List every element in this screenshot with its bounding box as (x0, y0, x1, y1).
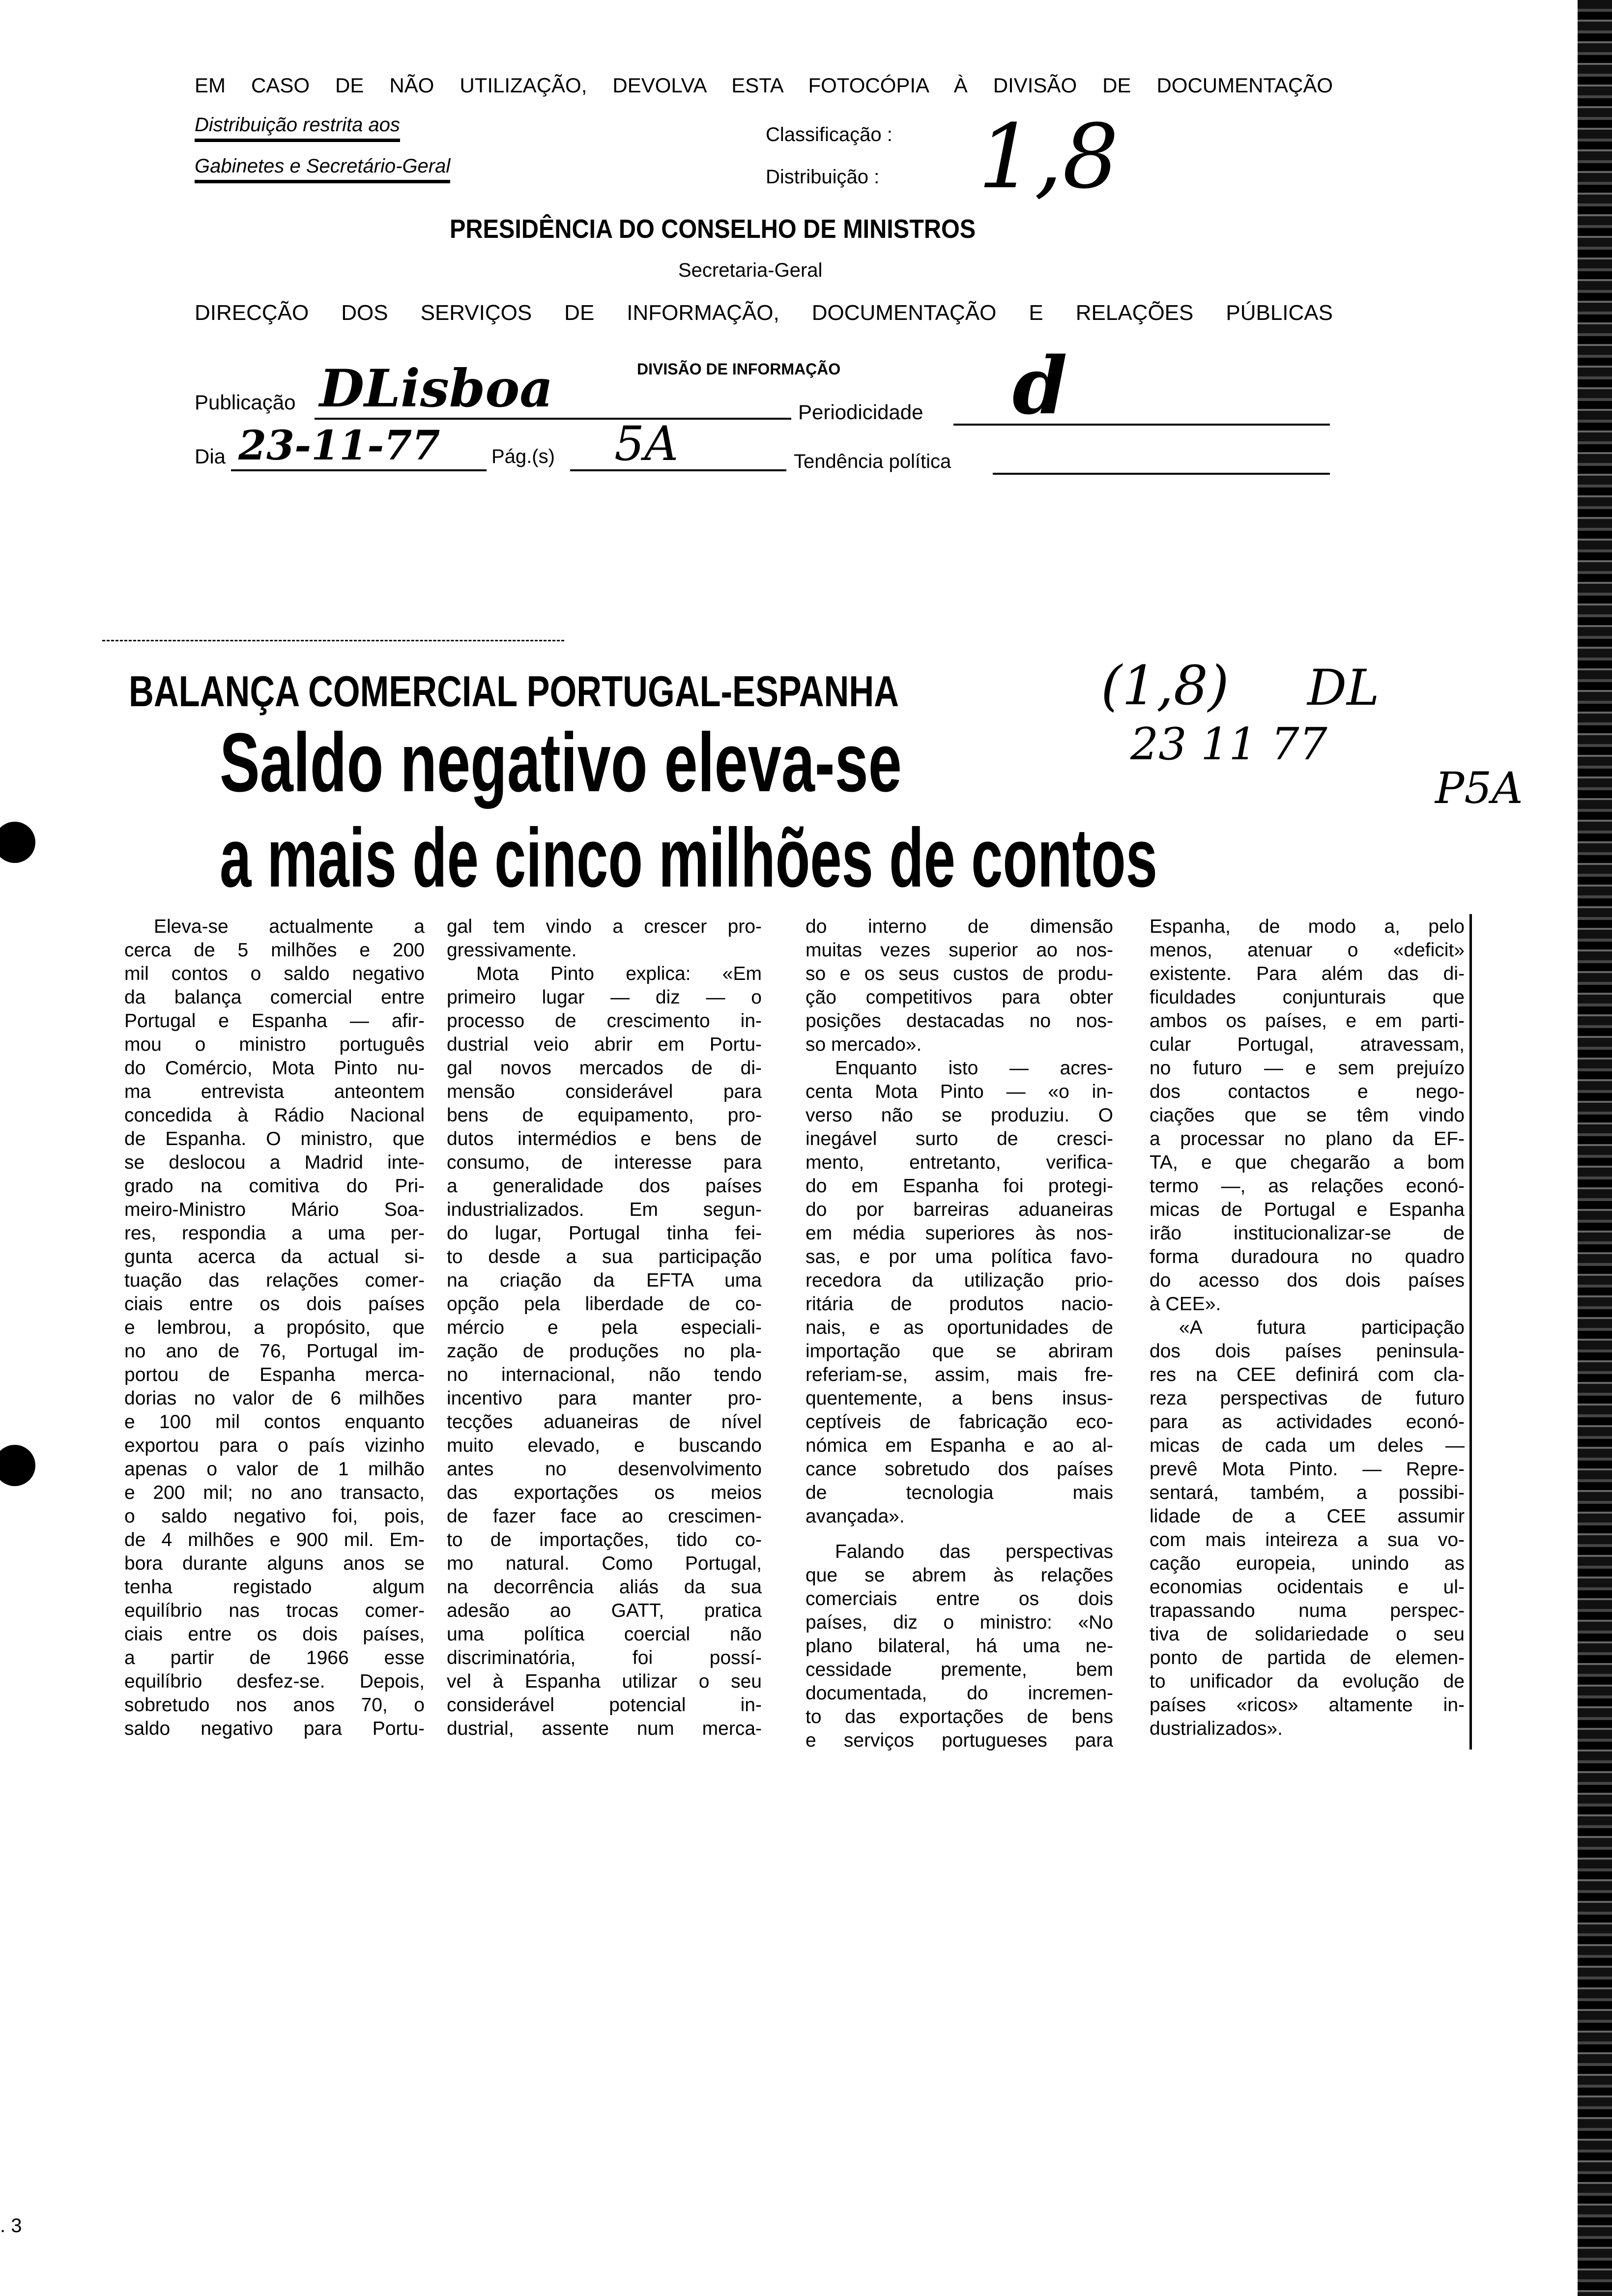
article-line: países, diz o ministro: «No (806, 1612, 1113, 1633)
article-line: res na CEE definirá com cla- (1150, 1364, 1465, 1385)
article-line: do interno de dimensão (806, 916, 1113, 937)
article-kicker: BALANÇA COMERCIAL PORTUGAL-ESPANHA (129, 667, 899, 716)
article-line: de 4 milhões e 900 mil. Em- (124, 1529, 425, 1550)
article-line: Falando das perspectivas (835, 1541, 1113, 1562)
article-line: muitas vezes superior ao nos- (806, 940, 1113, 961)
article-line: menos, atenuar o «deficit» (1150, 940, 1465, 961)
article-line: do acesso dos dois países (1150, 1270, 1465, 1291)
article-line: ção competitivos para obter (806, 987, 1113, 1008)
article-line: gressivamente. (447, 940, 577, 961)
margin-note-page: P5A (1435, 763, 1523, 813)
article-line: gunta acerca da actual si- (124, 1246, 425, 1267)
margin-note-date: 23 11 77 (1130, 718, 1327, 770)
article-line: ciais entre os dois países (124, 1293, 425, 1315)
margin-note-publication: DL (1307, 659, 1380, 717)
article-line: verso não se produziu. O (806, 1105, 1113, 1126)
restricted-distribution-line1 (195, 113, 400, 137)
article-line: do Comércio, Mota Pinto nu- (124, 1058, 425, 1079)
article-line: das exportações os meios (447, 1482, 762, 1503)
article-line: dustrial, assente num merca- (447, 1718, 762, 1739)
article-line: ciais entre os dois países, (124, 1624, 425, 1645)
article-line: meiro-Ministro Mário Soa- (124, 1199, 425, 1220)
publicacao-value: DLisboa (319, 358, 553, 419)
distribution-handwritten: 1,8 (978, 106, 1119, 208)
article-paragraph (1150, 915, 1465, 1316)
article-line: centa Mota Pinto — «o in- (806, 1081, 1113, 1102)
article-line: to unificador da evolução de (1150, 1671, 1465, 1692)
article-line: apenas o valor de 1 milhão (124, 1459, 425, 1480)
article-line: mil contos o saldo negativo (124, 963, 425, 984)
article-line: para as actividades econó- (1150, 1411, 1465, 1433)
article-line: existente. Para além das di- (1150, 963, 1465, 984)
article-line: nómica em Espanha e ao al- (806, 1435, 1113, 1456)
article-line: países «ricos» altamente in- (1150, 1694, 1465, 1716)
article-line: adesão ao GATT, pratica (447, 1600, 762, 1621)
pags-label: Pág.(s) (491, 446, 555, 467)
article-line: documentada, do incremen- (806, 1683, 1113, 1704)
article-line: bens de equipamento, pro- (447, 1105, 762, 1126)
article-line: que se abrem às relações (806, 1565, 1113, 1586)
article-line: importação que se abriram (806, 1341, 1113, 1362)
article-line: mensão considerável para (447, 1081, 762, 1102)
article-line: Espanha, de modo a, pelo (1150, 916, 1465, 937)
article-line: uma política coercial não (447, 1624, 762, 1645)
article-line: ma entrevista anteontem (124, 1081, 425, 1102)
page-number: . 3 (0, 2215, 22, 2237)
article-line: considerável potencial in- (447, 1694, 762, 1716)
article-line: to de importações, tido co- (447, 1529, 762, 1550)
article-line: quentemente, a bens insus- (806, 1388, 1113, 1409)
article-line: tenha registado algum (124, 1577, 425, 1598)
restricted-distribution-text: Distribuição restrita aos (195, 114, 400, 142)
article-line: à CEE». (1150, 1293, 1221, 1315)
article-line: concedida à Rádio Nacional (124, 1105, 425, 1126)
punch-hole-mark (0, 822, 35, 863)
article-line: de Espanha. O ministro, que (124, 1128, 425, 1149)
article-line: muito elevado, e buscando (447, 1435, 762, 1456)
article-line: em média superiores às nos- (806, 1223, 1113, 1244)
secretariat-title: Secretaria-Geral (678, 259, 823, 281)
article-column-4 (1150, 915, 1465, 1741)
article-line: com mais inteireza a sua vo- (1150, 1529, 1465, 1550)
article-line: a partir de 1966 esse (124, 1647, 425, 1668)
article-line: irão institucionalizar-se de (1150, 1223, 1465, 1244)
article-line: sentará, também, a possibi- (1150, 1482, 1465, 1503)
article-line: lidade de a CEE assumir (1150, 1506, 1465, 1527)
article-line: sobretudo nos anos 70, o (124, 1694, 425, 1716)
article-line: Enquanto isto — acres- (835, 1058, 1113, 1079)
article-line: antes no desenvolvimento (447, 1459, 762, 1480)
circled-code-annotation: (1,8) (1101, 654, 1229, 717)
article-line: mércio e pela especiali- (447, 1317, 762, 1338)
article-line: TA, e que chegarão a bom (1150, 1152, 1465, 1173)
article-line: ritária de produtos nacio- (806, 1293, 1113, 1315)
headline-line1: Saldo negativo eleva-se (220, 716, 902, 809)
article-line: plano bilateral, há uma ne- (806, 1636, 1113, 1657)
article-line: discriminatória, foi possí- (447, 1647, 762, 1668)
article-line: dustrializados». (1150, 1718, 1283, 1739)
article-line: do lugar, Portugal tinha fei- (447, 1223, 762, 1244)
column-rule (1469, 914, 1472, 1750)
article-line: to desde a sua participação (447, 1246, 762, 1267)
article-line: na decorrência aliás da sua (447, 1577, 762, 1598)
directorate-title: DIRECÇÃO DOS SERVIÇOS DE INFORMAÇÃO, DOCUMENTAÇÃO E RELAÇÕES PÚBLICAS (195, 301, 1333, 325)
article-line: dutos intermédios e bens de (447, 1128, 762, 1149)
article-line: da balança comercial entre (124, 987, 425, 1008)
article-line: tecções aduaneiras de nível (447, 1411, 762, 1433)
article-column-3 (806, 915, 1113, 1752)
article-line: micas de cada um deles — (1150, 1435, 1465, 1456)
pags-field-line (570, 469, 786, 471)
article-line: mou o ministro português (124, 1034, 425, 1055)
article-line: tiva de solidariedade o seu (1150, 1624, 1465, 1645)
article-line: de tecnologia mais (806, 1482, 1113, 1503)
article-paragraph (806, 915, 1113, 1057)
article-paragraph (447, 962, 762, 1741)
restricted-distribution-line2 (195, 154, 450, 178)
periodicidade-value: d (1012, 340, 1067, 432)
publicacao-label: Publicação (195, 391, 296, 414)
article-line: mo natural. Como Portugal, (447, 1553, 762, 1574)
article-line: referiam-se, assim, mais fre- (806, 1364, 1113, 1385)
article-line: e 100 mil contos enquanto (124, 1411, 425, 1433)
article-paragraph (1150, 1316, 1465, 1741)
article-line: opção pela liberdade de co- (447, 1293, 762, 1315)
article-line: «A futura participação (1179, 1317, 1465, 1338)
article-line: a processar no plano da EF- (1150, 1128, 1465, 1149)
article-line: grado na comitiva do Pri- (124, 1176, 425, 1197)
periodicidade-label: Periodicidade (798, 401, 923, 424)
paragraph-gap (806, 1528, 1113, 1540)
article-line: dustrial veio abrir em Portu- (447, 1034, 762, 1055)
article-line: e 200 mil; no ano transacto, (124, 1482, 425, 1503)
article-line: micas de Portugal e Espanha (1150, 1199, 1465, 1220)
article-line: dos contactos e nego- (1150, 1081, 1465, 1102)
restricted-distribution-text: Gabinetes e Secretário-Geral (195, 155, 450, 183)
article-line: forma duradoura no quadro (1150, 1246, 1465, 1267)
article-line: termo —, as relações econó- (1150, 1176, 1465, 1197)
tendencia-label: Tendência política (794, 451, 951, 472)
article-line: cerca de 5 milhões e 200 (124, 940, 425, 961)
article-paragraph (806, 1540, 1113, 1752)
article-line: cação europeia, unindo as (1150, 1553, 1465, 1574)
pags-value: 5A (614, 416, 679, 471)
article-line: dorias no valor de 6 milhões (124, 1388, 425, 1409)
article-line: ficuldades conjunturais que (1150, 987, 1465, 1008)
article-line: dos dois países peninsula- (1150, 1341, 1465, 1362)
article-line: Portugal e Espanha — afir- (124, 1010, 425, 1032)
article-line: no ano de 76, Portugal im- (124, 1341, 425, 1362)
article-line: zação de produções no pla- (447, 1341, 762, 1362)
dia-field-line (231, 469, 487, 471)
punch-hole-mark (0, 1445, 35, 1486)
article-line: tuação das relações comer- (124, 1270, 425, 1291)
article-line: inegável surto de cresci- (806, 1128, 1113, 1149)
article-line: cessidade premente, bem (806, 1659, 1113, 1680)
article-line: do por barreiras aduaneiras (806, 1199, 1113, 1220)
article-line: comerciais entre os dois (806, 1588, 1113, 1609)
article-line: recedora da utilização prio- (806, 1270, 1113, 1291)
article-column-2 (447, 915, 762, 1741)
article-line: exportou para o país vizinho (124, 1435, 425, 1456)
binding-edge (1578, 0, 1612, 2296)
article-paragraph (124, 915, 425, 1741)
article-line: avançada». (806, 1506, 905, 1527)
article-line: processo de crescimento in- (447, 1010, 762, 1032)
article-line: gal tem vindo a crescer pro- (447, 916, 762, 937)
article-line: to das exportações de bens (806, 1706, 1113, 1727)
article-line: no internacional, não tendo (447, 1364, 762, 1385)
article-paragraph (806, 1057, 1113, 1528)
article-line: res, respondia a uma per- (124, 1223, 425, 1244)
article-line: vel à Espanha utilizar o seu (447, 1671, 762, 1692)
article-line: ponto de partida de elemen- (1150, 1647, 1465, 1668)
classificacao-label: Classificação : (766, 124, 892, 145)
article-line: equilíbrio nas trocas comer- (124, 1600, 425, 1621)
article-line: sas, e por uma política favo- (806, 1246, 1113, 1267)
article-line: de fazer face ao crescimen- (447, 1506, 762, 1527)
article-line: o saldo negativo foi, pois, (124, 1506, 425, 1527)
article-line: e lembrou, a propósito, que (124, 1317, 425, 1338)
distribuicao-label: Distribuição : (766, 166, 880, 188)
article-line: reza perspectivas de futuro (1150, 1388, 1465, 1409)
article-line: Mota Pinto explica: «Em (476, 963, 762, 984)
article-line: posições destacadas no nos- (806, 1010, 1113, 1032)
article-line: Eleva-se actualmente a (154, 916, 425, 937)
article-line: trapassando numa perspec- (1150, 1600, 1465, 1621)
return-notice: EM CASO DE NÃO UTILIZAÇÃO, DEVOLVA ESTA FOTOCÓPIA À DIVISÃO DE DOCUMENTAÇÃO (195, 74, 1333, 97)
article-line: incentivo para manter pro- (447, 1388, 762, 1409)
article-line: mento, entretanto, verifica- (806, 1152, 1113, 1173)
article-line: na criação da EFTA uma (447, 1270, 762, 1291)
article-line: saldo negativo para Portu- (124, 1718, 425, 1739)
article-line: no futuro — e sem prejuízo (1150, 1058, 1465, 1079)
article-line: portou de Espanha merca- (124, 1364, 425, 1385)
article-line: economias ocidentais e ul- (1150, 1577, 1465, 1598)
article-column-1 (124, 915, 425, 1741)
division-title: DIVISÃO DE INFORMAÇÃO (637, 360, 841, 378)
article-line: ciações que se têm vindo (1150, 1105, 1465, 1126)
article-line: prevê Mota Pinto. — Repre- (1150, 1459, 1465, 1480)
article-line: consumo, de interesse para (447, 1152, 762, 1173)
article-line: nais, e as oportunidades de (806, 1317, 1113, 1338)
presidency-title: PRESIDÊNCIA DO CONSELHO DE MINISTROS (450, 214, 976, 244)
dia-label: Dia (195, 445, 226, 468)
article-line: a generalidade dos países (447, 1176, 762, 1197)
article-line: industrializados. Em segun- (447, 1199, 762, 1220)
article-paragraph (447, 915, 762, 962)
tendencia-field-line (993, 473, 1330, 475)
headline-line2: a mais de cinco milhões de contos (220, 811, 1157, 905)
article-line: so mercado». (806, 1034, 922, 1055)
article-line: ambos os países, e em parti- (1150, 1010, 1465, 1032)
clipping-divider (102, 640, 564, 641)
article-line: gal novos mercados de di- (447, 1058, 762, 1079)
dia-value: 23-11-77 (238, 422, 440, 469)
article-line: e serviços portugueses para (806, 1730, 1113, 1751)
article-line: primeiro lugar — diz — o (447, 987, 762, 1008)
article-line: so e os seus custos de produ- (806, 963, 1113, 984)
article-line: equilíbrio desfez-se. Depois, (124, 1671, 425, 1692)
article-line: ceptíveis de fabricação eco- (806, 1411, 1113, 1433)
article-line: do em Espanha foi protegi- (806, 1176, 1113, 1197)
article-line: cance sobretudo dos países (806, 1459, 1113, 1480)
article-line: bora durante alguns anos se (124, 1553, 425, 1574)
article-line: cular Portugal, atravessam, (1150, 1034, 1465, 1055)
periodicidade-field-line (953, 424, 1330, 426)
article-line: se deslocou a Madrid inte- (124, 1152, 425, 1173)
